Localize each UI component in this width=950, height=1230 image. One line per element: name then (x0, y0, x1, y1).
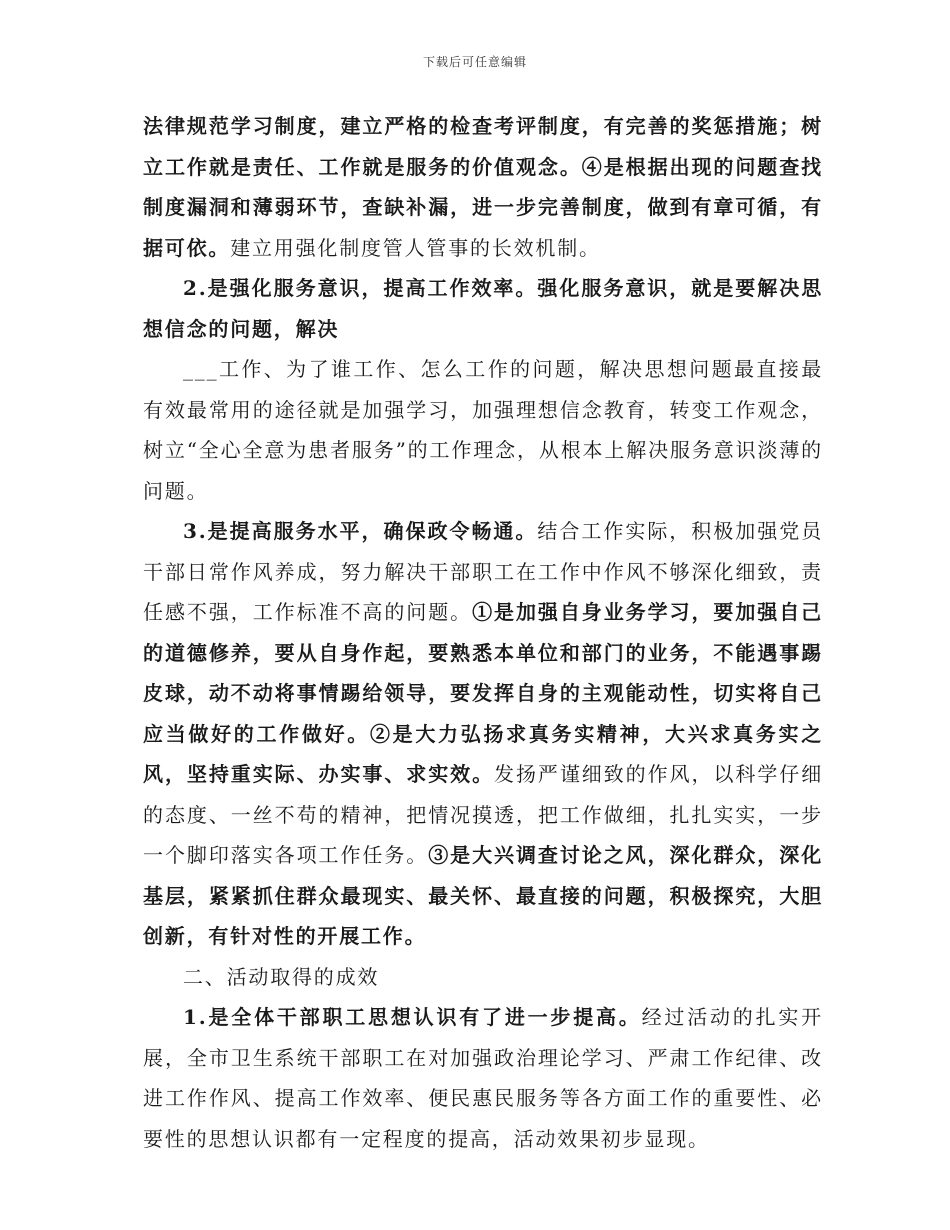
paragraph-2 (143, 268, 823, 349)
paragraph-3-normal-text: ___工作、为了谁工作、怎么工作的问题，解决思想问题最直接最有效最常用的途径就是加强学习，加强理想信念教育，转变工作观念，树立“全心全意为患者服务”的工作理念，从根本上解决服务意识淡薄的问题。 (143, 357, 823, 503)
section-heading-text: 二、活动取得的成效 (183, 964, 380, 989)
paragraph-6-normal-text: 经过活动的扎实开展，全市卫生系统干部职工在对加强政治理论学习、严肃工作纪律、改进工作作风、提高工作效率、便民惠民服务等各方面工作的重要性、必要性的思想认识都有一定程度的提高，活动效果初步显现。 (143, 1005, 823, 1151)
paragraph-4-normal-text-2: 发扬严谨细致的作风，以科学仔细的态度、一丝不苟的精神，把情况摸透，把工作做细，扎扎实实，一步一个脚印落实各项工作任务。 (143, 762, 824, 867)
paragraph-2-bold-text: 2.是强化服务意识，提高工作效率。强化服务意识，就是要解决思想信念的问题，解决 (143, 276, 823, 341)
section-heading (143, 957, 823, 998)
paragraph-4-bold-text-1: ①是加强自身业务学习，要加强自己的道德修养，要从自身作起，要熟悉本单位和部门的业务，不能遇事踢皮球，动不动将事情踢给领导，要发挥自身的主观能动性，切实将自己应当做好的工作做好。②是大力弘扬求真务实精神，大兴求真务实之风，坚持重实际、办实事、求实效。 (143, 600, 823, 786)
paragraph-1-bold-text: 法律规范学习制度，建立严格的检查考评制度，有完善的奖惩措施；树立工作就是责任、工作就是服务的价值观念。④是根据出现的问题查找制度漏洞和薄弱环节，查缺补漏，进一步完善制度，做到有章可循，有据可依。 (143, 114, 823, 260)
paragraph-4-heading-text: 3.是提高服务水平，确保政令畅通。 (183, 519, 538, 543)
document-body (143, 106, 823, 1159)
paragraph-4-normal-text-1: 结合工作实际，积极加强党员干部日常作风养成，努力解决干部职工在工作中作风不够深化细致，责任感不强，工作标准不高的问题。 (143, 519, 823, 624)
paragraph-3 (143, 349, 823, 511)
header-note: 下载后可任意编辑 (422, 55, 527, 69)
paragraph-4 (143, 511, 823, 957)
paragraph-1-normal-text: 建立用强化制度管人管事的长效机制。 (230, 235, 601, 260)
paragraph-4-bold-text-2: ③是大兴调查讨论之风，深化群众，深化基层，紧紧抓住群众最现实、最关怀、最直接的问题，积极探究，大胆创新，有针对性的开展工作。 (143, 843, 823, 948)
paragraph-6-bold-text: 1.是全体干部职工思想认识有了进一步提高。 (183, 1005, 642, 1029)
paragraph-6 (143, 997, 823, 1159)
paragraph-1 (143, 106, 823, 268)
